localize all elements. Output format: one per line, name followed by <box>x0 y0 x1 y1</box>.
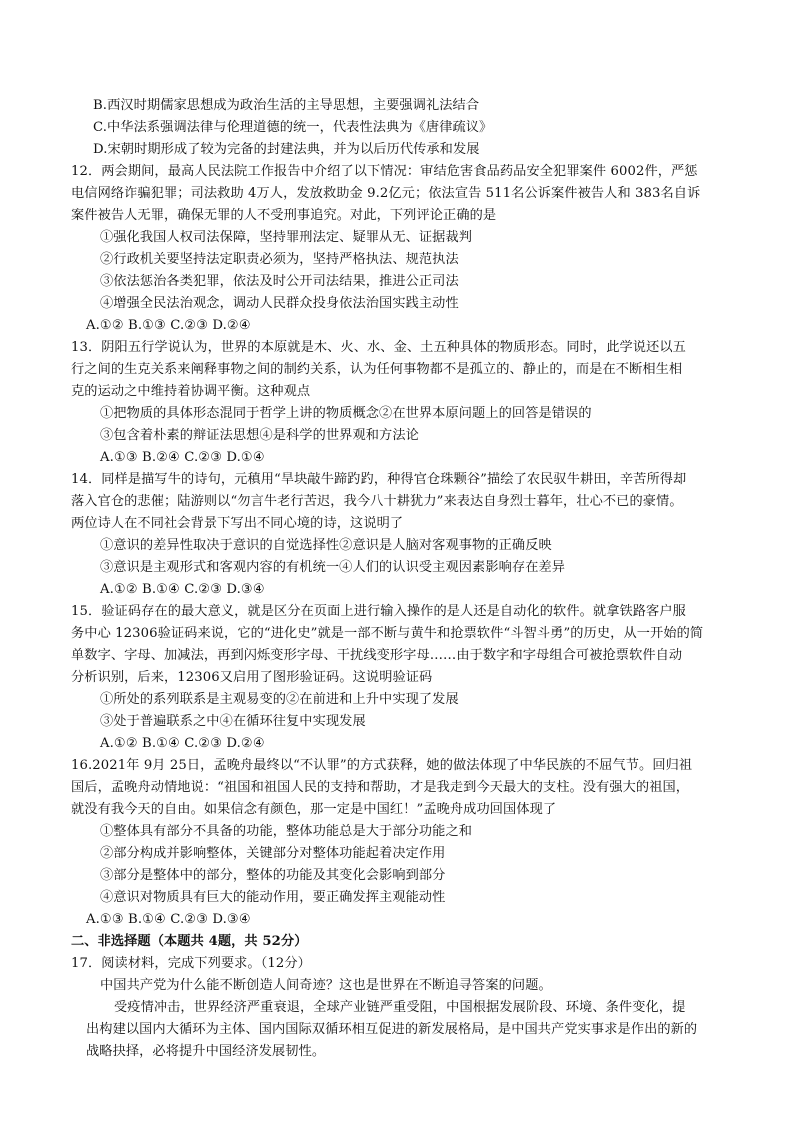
q15-stem-line-1: 15．验证码存在的最大意义，就是区分在页面上进行输入操作的是人还是自动化的软件。就拿铁路客户服 <box>71 604 686 619</box>
q16-stem-line-3: 就没有我今天的自由。如果信念有颜色，那一定是中国红！”孟晚舟成功回国体现了 <box>71 802 557 817</box>
q16-statement-4: ④意识对物质具有巨大的能动作用，要正确发挥主观能动性 <box>100 890 446 905</box>
q12-statement-4: ④增强全民法治观念，调动人民群众投身依法治国实践主动性 <box>100 296 459 311</box>
q16-statement-2: ②部分构成并影响整体，关键部分对整体功能起着决定作用 <box>100 846 446 861</box>
q15-stem-line-2: 务中心 12306验证码来说，它的“进化史”就是一部不断与黄牛和抢票软件“斗智斗勇”的历史，从一开始的简 <box>71 626 704 641</box>
q16-choices: A.①③ B.①④ C.②③ D.③④ <box>86 912 251 927</box>
q12-statement-2: ②行政机关要坚持法定职责必须为，坚持严格执法、规范执法 <box>100 252 459 267</box>
q12-stem-line-3: 案件被告人无罪，确保无罪的人不受刑事追究。对此，下列评论正确的是 <box>71 208 497 223</box>
q17-stem: 17．阅读材料，完成下列要求。（12分） <box>71 956 311 971</box>
q13-statements-3-4: ③包含着朴素的辩证法思想④是科学的世界观和方法论 <box>100 428 419 443</box>
q11-option-d: D.宋朝时期形成了较为完备的封建法典，并为以后历代传承和发展 <box>93 142 480 157</box>
q12-statement-1: ①强化我国人权司法保障，坚持罪刑法定、疑罪从无、证据裁判 <box>100 230 473 245</box>
q15-stem-line-3: 单数字、字母、加减法，再到闪烁变形字母、干扰线变形字母……由于数字和字母组合可被抢票软件自动 <box>71 648 683 663</box>
q14-choices: A.①② B.①④ C.②③ D.③④ <box>100 582 265 597</box>
q16-stem-line-1: 16.2021年 9月 25日，孟晚舟最终以“不认罪”的方式获释，她的做法体现了中华民族的不屈气节。回归祖 <box>71 758 693 773</box>
q16-statement-1: ①整体具有部分不具备的功能，整体功能总是大于部分功能之和 <box>100 824 473 839</box>
q17-paragraph-1: 中国共产党为什么能不断创造人间奇迹？这也是世界在不断追寻答案的问题。 <box>100 978 552 993</box>
section-2-heading: 二、非选择题（本题共 4题，共 52分） <box>71 934 308 949</box>
q13-stem-line-3: 克的运动之中维持着协调平衡。这种观点 <box>71 384 311 399</box>
q17-paragraph-2-line-1: 受疫情冲击，世界经济严重衰退，全球产业链严重受阻，中国根据发展阶段、环境、条件变化，提 <box>114 1000 686 1015</box>
q14-statements-1-2: ①意识的差异性取决于意识的自觉选择性②意识是人脑对客观事物的正确反映 <box>100 538 552 553</box>
q12-stem-line-1: 12．两会期间，最高人民法院工作报告中介绍了以下情况：审结危害食品药品安全犯罪案件 6002件，严惩 <box>71 164 698 179</box>
q17-paragraph-2-line-3: 战略抉择，必将提升中国经济发展韧性。 <box>86 1044 326 1059</box>
q14-stem-line-3: 两位诗人在不同社会背景下写出不同心境的诗，这说明了 <box>71 516 404 531</box>
q11-option-b: B.西汉时期儒家思想成为政治生活的主导思想，主要强调礼法结合 <box>93 98 480 113</box>
q13-stem-line-1: 13．阴阳五行学说认为，世界的本原就是木、火、水、金、土五种具体的物质形态。同时，此学说还以五 <box>71 340 686 355</box>
q17-paragraph-2-line-2: 出构建以国内大循环为主体、国内国际双循环相互促进的新发展格局，是中国共产党实事求是作出的新的 <box>86 1022 698 1037</box>
q12-stem-line-2: 电信网络诈骗犯罪；司法救助 4万人，发放救助金 9.2亿元；依法宣告 511名公诉案件被告人和 383名自诉 <box>71 186 701 201</box>
q15-statements-3-4: ③处于普遍联系之中④在循环往复中实现发展 <box>100 714 366 729</box>
q16-stem-line-2: 国后，孟晚舟动情地说：“祖国和祖国人民的支持和帮助，才是我走到今天最大的支柱。没有强大的祖国， <box>71 780 690 795</box>
q14-stem-line-2: 落入官仓的悲催；陆游则以“勿言牛老行苦迟，我今八十耕犹力”来表达自身烈士暮年，壮心不已的豪情。 <box>71 494 683 509</box>
q15-stem-line-4: 分析识别，后来，12306又启用了图形验证码。这说明验证码 <box>71 670 433 685</box>
q13-stem-line-2: 行之间的生克关系来阐释事物之间的制约关系，认为任何事物都不是孤立的、静止的，而是在不断相生相 <box>71 362 683 377</box>
q12-statement-3: ③依法惩治各类犯罪，依法及时公开司法结果，推进公正司法 <box>100 274 459 289</box>
q15-statements-1-2: ①所处的系列联系是主观易变的②在前进和上升中实现了发展 <box>100 692 459 707</box>
q13-choices: A.①③ B.②④ C.②③ D.①④ <box>100 450 265 465</box>
q12-choices: A.①② B.①③ C.②③ D.②④ <box>86 318 251 333</box>
q16-statement-3: ③部分是整体中的部分，整体的功能及其变化会影响到部分 <box>100 868 446 883</box>
q13-statements-1-2: ①把物质的具体形态混同于哲学上讲的物质概念②在世界本原问题上的回答是错误的 <box>100 406 592 421</box>
q14-statements-3-4: ③意识是主观形式和客观内容的有机统一④人们的认识受主观因素影响存在差异 <box>100 560 566 575</box>
q15-choices: A.①② B.①④ C.②③ D.②④ <box>100 736 265 751</box>
q14-stem-line-1: 14．同样是描写牛的诗句，元稹用“旱块敲牛蹄趵趵，种得官仓珠颗谷”描绘了农民驭牛耕田，辛苦所得却 <box>71 472 687 487</box>
q11-option-c: C.中华法系强调法律与伦理道德的统一，代表性法典为《唐律疏议》 <box>93 120 493 135</box>
